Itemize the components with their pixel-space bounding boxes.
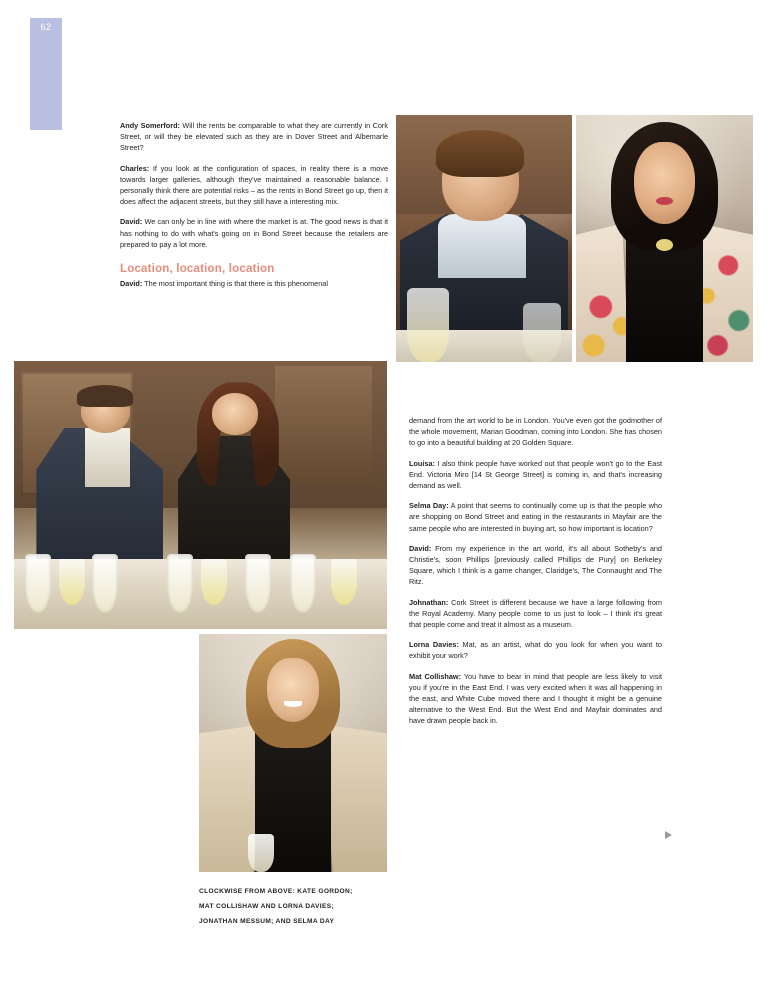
paragraph-text: You have to bear in mind that people are less likely to visit you if you're in the East End. I was very excited when it was all happening in the east, and White Cube moved there and I thought it might be a genuine alternative to the West End. But the West End and Mayfair dominates and have drawn people back in. xyxy=(409,671,662,726)
photo-wine-glass xyxy=(248,834,274,872)
photo-black-top xyxy=(626,234,704,362)
photo-caption xyxy=(199,884,419,929)
photo-necklace xyxy=(656,239,674,251)
speaker-name: Johnathan: xyxy=(409,597,449,607)
photo-wine-glass xyxy=(25,554,51,613)
photo-wine-glass xyxy=(59,559,85,605)
speaker-name: David: xyxy=(120,279,143,289)
photo-smile xyxy=(284,701,303,707)
paragraph xyxy=(409,597,662,631)
caption-line: MAT COLLISHAW AND LORNA DAVIES; xyxy=(199,903,335,910)
photo-face xyxy=(634,142,694,224)
caption-line: CLOCKWISE FROM ABOVE: KATE GORDON; xyxy=(199,888,353,895)
speaker-name: Andy Somerford: xyxy=(120,121,180,130)
photo-wall-panel xyxy=(275,366,372,484)
photo-wine-glass xyxy=(523,303,562,362)
photo-man-at-table xyxy=(396,115,572,362)
photo-lips xyxy=(656,197,674,205)
speaker-name: Lorna Davies: xyxy=(409,640,459,650)
speaker-name: David: xyxy=(409,543,432,553)
photo-man-shirt xyxy=(85,428,130,487)
photo-wine-glass xyxy=(167,554,193,613)
speaker-name: Charles: xyxy=(120,163,150,173)
paragraph-text: A point that seems to continually come up is that the people who are shopping on Bond Street and eating in the restaurants in Mayfair are the same people who are interested in buying art, so how important is location? xyxy=(409,501,662,533)
paragraph xyxy=(120,120,388,154)
paragraph-text: Cork Street is different because we have a large following from the Royal Academy. Many people come to us just to look – I think it's great that people come and treat it almost as a museum. xyxy=(409,597,662,630)
paragraph xyxy=(120,216,388,250)
paragraph-text: The most important thing is that there is this phenomenal xyxy=(142,279,328,289)
photo-hair xyxy=(436,130,524,177)
page-number: 62 xyxy=(40,22,52,32)
right-text-column xyxy=(409,415,662,736)
speaker-name: Louisa: xyxy=(409,458,435,468)
photo-table-conversation xyxy=(14,361,387,629)
paragraph-text: I also think people have worked out that people won't go to the East End. Victoria Miro [14 St George Street] is coming in, and that's increasing demand as well. xyxy=(409,458,662,491)
section-subheading: Location, location, location xyxy=(120,263,275,276)
section-title: art lunch xyxy=(40,150,51,198)
paragraph xyxy=(409,458,662,492)
paragraph xyxy=(409,671,662,727)
photo-blonde-woman xyxy=(199,634,387,872)
paragraph xyxy=(120,163,388,208)
paragraph-text: We can only be in line with where the market is at. The good news is that it has nothing to do with what's going on in Bond Street because the retailers are prepared to pay a lot more. xyxy=(120,217,388,249)
photo-woman-face xyxy=(212,393,259,435)
paragraph-text: demand from the art world to be in London. You've even got the godmother of the whole movement, Marian Goodman, coming into London. She has chosen to go into a beautiful building at 20 Golden Square. xyxy=(409,416,662,448)
paragraph xyxy=(409,500,662,534)
photo-wine-glass xyxy=(201,559,227,605)
photo-shirt xyxy=(438,214,526,278)
photo-wine-glass xyxy=(331,559,357,605)
speaker-name: David: xyxy=(120,217,143,227)
photo-wine-glass xyxy=(407,288,449,362)
paragraph xyxy=(409,415,662,449)
caption-line: JONATHAN MESSUM; AND SELMA DAY xyxy=(199,918,335,925)
photo-woman-floral-jacket xyxy=(576,115,753,362)
paragraph-text: Will the rents be comparable to what they are currently in Cork Street, or will they be elevated such as they are in Dover Street and Albemarle Street? xyxy=(120,121,389,153)
speaker-name: Selma Day: xyxy=(409,501,449,511)
left-text-column xyxy=(120,120,388,298)
paragraph xyxy=(120,278,388,289)
photo-face xyxy=(267,658,320,722)
continuation-arrow-icon xyxy=(665,831,672,839)
paragraph xyxy=(409,543,662,588)
photo-wine-glass xyxy=(245,554,271,613)
photo-man-hair xyxy=(77,385,133,406)
paragraph-text: If you look at the configuration of spaces, in reality there is a move towards larger galleries, although they've maintained a reasonable balance. I personally think there are potential risks – as the rents in Bond Street go up, then it does affect the adjacent streets, but they still have a interesting mix. xyxy=(120,163,388,207)
page-tab xyxy=(30,18,62,198)
photo-wine-glass xyxy=(290,554,316,613)
paragraph xyxy=(409,639,662,661)
speaker-name: Mat Collishaw: xyxy=(409,671,462,681)
paragraph-text: From my experience in the art world, it's all about Sotheby's and Christie's, soon Phillips [previously called Phillips de Pury] on Berkeley Square, which I think is a game changer, Claridge's, The Connaught and The Ritz. xyxy=(409,543,662,587)
paragraph-text: Mat, as an artist, what do you look for when you want to exhibit your work? xyxy=(409,640,662,661)
photo-wine-glass xyxy=(92,554,118,613)
